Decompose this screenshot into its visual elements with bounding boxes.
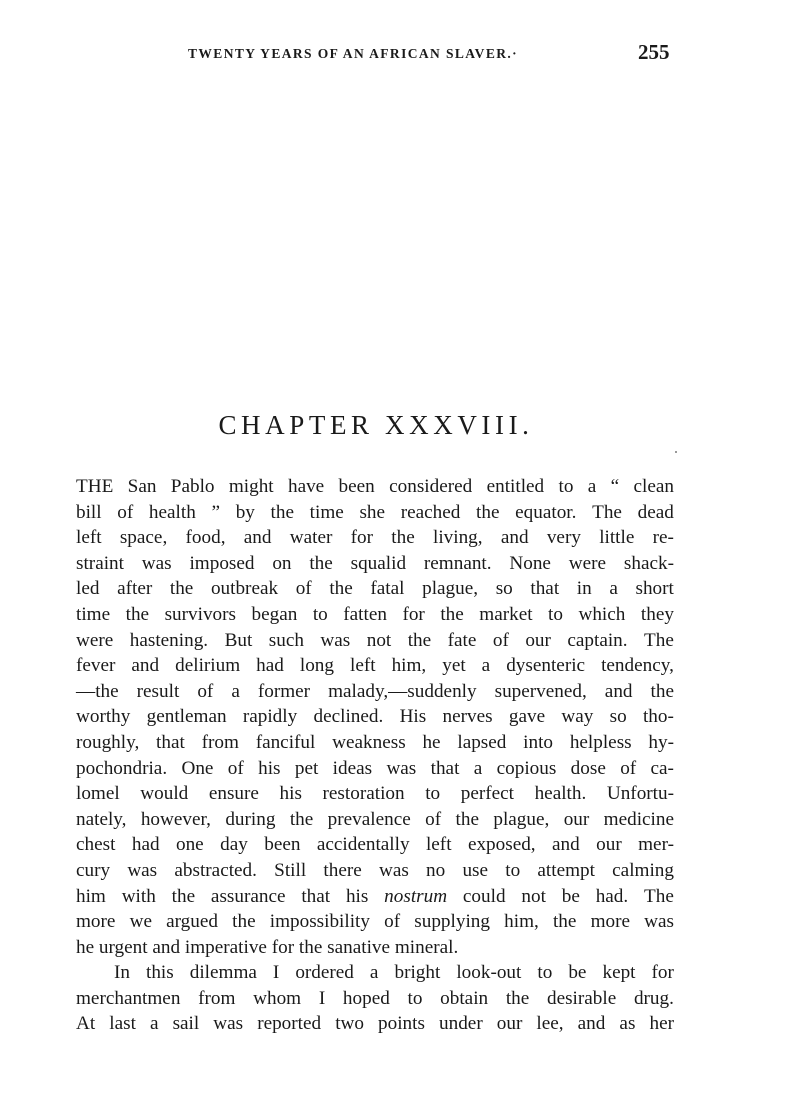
- word: space,: [119, 527, 168, 549]
- word: tendency,: [601, 655, 674, 677]
- word: mineral.: [394, 936, 459, 958]
- word: to: [425, 783, 441, 805]
- word: entitled: [486, 476, 545, 497]
- word: remnant.: [423, 552, 492, 574]
- word: the: [440, 603, 464, 625]
- word: on: [272, 552, 292, 574]
- word: In: [114, 962, 135, 984]
- word: day: [220, 834, 248, 856]
- word: the: [270, 501, 294, 523]
- word: of: [492, 629, 509, 651]
- word: of: [425, 808, 442, 830]
- word: a: [481, 655, 491, 677]
- word: fatal: [370, 578, 405, 600]
- word: a: [609, 578, 618, 600]
- word: there: [323, 859, 362, 881]
- body-line: [76, 602, 674, 628]
- word: bill: [76, 501, 102, 523]
- word: attempt: [537, 859, 595, 881]
- word: One: [181, 757, 214, 779]
- word: the: [169, 578, 194, 600]
- word: after: [117, 578, 153, 600]
- word: lapsed: [457, 731, 507, 753]
- word: reported: [257, 1013, 322, 1035]
- word: nately,: [76, 808, 127, 830]
- body-line: [76, 756, 674, 782]
- word: which: [578, 603, 626, 625]
- word: rapidly: [242, 706, 298, 728]
- word: calming: [612, 859, 674, 881]
- word: abstracted.: [174, 859, 257, 881]
- word: fate: [447, 629, 477, 651]
- word: the: [391, 527, 415, 549]
- word: the: [171, 885, 196, 907]
- word: mer-: [638, 834, 674, 856]
- word: was: [378, 859, 409, 881]
- word: for: [350, 527, 374, 549]
- word: time: [309, 501, 344, 523]
- chapter-heading: CHAPTER XXXVIII.: [218, 410, 534, 440]
- word: shack-: [623, 552, 674, 574]
- word: began: [251, 603, 298, 625]
- word: that: [301, 885, 331, 907]
- word: hoped: [342, 987, 390, 1009]
- word: a: [369, 962, 384, 984]
- word: gave: [508, 706, 546, 728]
- word: helpless: [569, 731, 632, 753]
- word: that: [156, 731, 185, 753]
- word: lomel: [76, 783, 120, 805]
- word: him,: [391, 655, 427, 677]
- word: however,: [140, 808, 211, 830]
- word: Still: [274, 859, 307, 881]
- word: the: [505, 987, 530, 1009]
- word: restoration: [322, 783, 405, 805]
- word: re-: [652, 527, 674, 549]
- word: hy-: [648, 731, 674, 753]
- word: so: [495, 578, 513, 600]
- word: the: [476, 501, 500, 523]
- body-line: [76, 653, 674, 679]
- word: argued: [166, 911, 218, 933]
- word: left: [76, 527, 102, 549]
- word: left: [425, 834, 452, 856]
- word: squalid: [350, 552, 407, 574]
- word: perfect: [460, 783, 514, 805]
- word: was: [141, 552, 172, 574]
- word: delirium: [175, 655, 241, 677]
- word: would: [140, 783, 189, 805]
- word: assurance: [210, 885, 286, 907]
- word: during: [225, 808, 276, 830]
- word: malady,—suddenly: [328, 680, 477, 702]
- word: straint: [76, 552, 124, 574]
- word: and: [500, 527, 529, 549]
- page-number: 255: [638, 40, 670, 64]
- word: for: [402, 603, 425, 625]
- word: not: [366, 629, 392, 651]
- word: the: [552, 911, 577, 933]
- word: water: [289, 527, 333, 549]
- word: two: [335, 1013, 364, 1035]
- word: medicine: [603, 808, 674, 830]
- word: former: [257, 680, 311, 702]
- word: The: [644, 885, 674, 907]
- word: yet: [442, 655, 466, 677]
- word: his: [258, 757, 281, 779]
- word: into: [523, 731, 554, 753]
- word: our: [563, 808, 590, 830]
- word: long: [299, 655, 334, 677]
- word: our: [496, 1013, 523, 1035]
- word: his: [279, 783, 302, 805]
- word: was: [213, 1013, 244, 1035]
- word: sail: [172, 1013, 200, 1035]
- word: short: [635, 578, 674, 600]
- word: plague,: [493, 808, 550, 830]
- word: might: [228, 476, 274, 497]
- word: food,: [185, 527, 226, 549]
- word: from: [201, 731, 239, 753]
- word: survivors: [164, 603, 236, 625]
- word: fatten: [343, 603, 387, 625]
- word: left: [349, 655, 376, 677]
- word: the: [329, 578, 353, 600]
- word: way: [561, 706, 594, 728]
- word: worthy: [76, 706, 131, 728]
- word: of: [384, 911, 401, 933]
- word: bright: [394, 962, 446, 984]
- word: with: [121, 885, 156, 907]
- word: and: [131, 655, 160, 677]
- word: drug.: [633, 987, 674, 1009]
- word: whom: [253, 987, 302, 1009]
- word: urgent: [98, 936, 153, 958]
- word: supplying: [414, 911, 490, 933]
- word: was: [127, 859, 158, 881]
- word: and: [152, 936, 185, 958]
- word: sanative: [327, 936, 395, 958]
- word: was: [320, 629, 351, 651]
- word: to: [548, 603, 563, 625]
- word: was: [644, 911, 674, 933]
- word: dysenteric: [506, 655, 586, 677]
- word: her: [649, 1013, 674, 1035]
- word: such: [268, 629, 304, 651]
- word: ca-: [650, 757, 674, 779]
- word: result: [136, 680, 180, 702]
- word: be: [561, 885, 580, 907]
- word: The: [592, 501, 622, 523]
- word: and: [604, 680, 633, 702]
- word: the: [232, 911, 256, 933]
- word: pet: [294, 757, 319, 779]
- word: him,: [504, 911, 539, 933]
- body-line: [76, 986, 674, 1012]
- word: a: [473, 757, 483, 779]
- word: so: [609, 706, 627, 728]
- word: outbreak: [210, 578, 279, 600]
- word: clean: [633, 476, 674, 497]
- word: look-out: [456, 962, 527, 984]
- body-line: [76, 628, 674, 654]
- word: I: [318, 987, 326, 1009]
- word: and: [577, 1013, 606, 1035]
- word: Unfortu-: [606, 783, 674, 805]
- word: At: [76, 1013, 96, 1035]
- word: had: [131, 834, 160, 856]
- word: we: [129, 911, 152, 933]
- word: the: [298, 936, 328, 958]
- word: the: [289, 808, 314, 830]
- word: a: [149, 1013, 159, 1035]
- word: he: [76, 936, 99, 958]
- word: ideas: [332, 757, 373, 779]
- word: market: [479, 603, 533, 625]
- word: ordered: [295, 962, 359, 984]
- word: ”: [211, 501, 221, 523]
- word: the: [455, 808, 479, 830]
- body-line: [76, 960, 674, 986]
- body-line: [76, 807, 674, 833]
- word: fanciful: [255, 731, 316, 753]
- word: nostrum: [384, 885, 448, 907]
- word: of: [620, 757, 637, 779]
- word: could: [462, 885, 506, 907]
- word: for: [651, 962, 674, 984]
- word: merchantmen: [76, 987, 181, 1009]
- word: gentleman: [146, 706, 227, 728]
- word: this: [146, 962, 179, 984]
- word: under: [439, 1013, 483, 1035]
- word: to: [558, 476, 574, 497]
- word: THE: [76, 476, 114, 497]
- word: imposed: [189, 552, 255, 574]
- word: captain.: [567, 629, 628, 651]
- word: exposed,: [467, 834, 536, 856]
- word: no: [426, 859, 446, 881]
- word: “: [610, 476, 620, 497]
- word: The: [644, 629, 674, 651]
- word: prevalence: [327, 808, 411, 830]
- word: considered: [389, 476, 473, 497]
- word: declined.: [313, 706, 384, 728]
- body-line: [76, 781, 674, 807]
- word: hastening.: [129, 629, 209, 651]
- word: plague,: [422, 578, 479, 600]
- word: impossibility: [269, 911, 370, 933]
- word: were: [568, 552, 607, 574]
- word: our: [525, 629, 551, 651]
- body-line: [76, 858, 674, 884]
- word: as: [619, 1013, 636, 1035]
- word: weakness: [332, 731, 406, 753]
- word: one: [175, 834, 204, 856]
- word: reached: [400, 501, 461, 523]
- word: desirable: [546, 987, 617, 1009]
- word: been: [338, 476, 375, 497]
- word: of: [117, 501, 134, 523]
- body-line: [76, 551, 674, 577]
- word: the: [407, 629, 432, 651]
- word: and: [243, 527, 272, 549]
- word: had.: [595, 885, 629, 907]
- word: more: [590, 911, 630, 933]
- word: fever: [76, 655, 116, 677]
- body-line: [76, 704, 674, 730]
- body-line: [76, 730, 674, 756]
- word: health: [148, 501, 196, 523]
- word: be: [568, 962, 592, 984]
- word: —the: [76, 680, 119, 702]
- word: was: [386, 757, 417, 779]
- word: nerves: [442, 706, 493, 728]
- body-line: [76, 525, 674, 551]
- body-line: [76, 884, 674, 910]
- word: His: [399, 706, 427, 728]
- body-line: [76, 474, 674, 500]
- word: led: [76, 578, 100, 600]
- word: chest: [76, 834, 116, 856]
- word: from: [198, 987, 236, 1009]
- word: copious: [496, 757, 557, 779]
- body-line: [76, 832, 674, 858]
- word: roughly,: [76, 731, 140, 753]
- word: But: [224, 629, 253, 651]
- word: supervened,: [494, 680, 587, 702]
- word: for: [271, 936, 299, 958]
- word: were: [76, 629, 114, 651]
- body-line: [76, 1011, 674, 1037]
- word: of: [197, 680, 214, 702]
- word: she: [359, 501, 386, 523]
- running-head-title: TWENTY YEARS OF AN AFRICAN SLAVER.·: [188, 46, 519, 61]
- word: that: [530, 578, 560, 600]
- print-speck: [675, 451, 677, 453]
- word: use: [462, 859, 489, 881]
- word: last: [109, 1013, 136, 1035]
- word: a: [231, 680, 240, 702]
- word: to: [407, 987, 423, 1009]
- body-line: [76, 576, 674, 602]
- body-line: [76, 500, 674, 526]
- chapter-body: [76, 474, 674, 1037]
- word: the: [650, 680, 674, 702]
- word: None: [509, 552, 551, 574]
- word: the: [309, 552, 333, 574]
- word: pochondria.: [76, 757, 168, 779]
- word: had: [256, 655, 284, 677]
- word: our: [596, 834, 622, 856]
- word: imperative: [184, 936, 272, 958]
- body-line: [76, 935, 674, 961]
- word: a: [587, 476, 597, 497]
- word: cury: [76, 859, 111, 881]
- word: time: [76, 603, 111, 625]
- word: of: [295, 578, 312, 600]
- word: the: [125, 603, 150, 625]
- body-line: [76, 909, 674, 935]
- word: to: [537, 962, 558, 984]
- word: points: [378, 1013, 425, 1035]
- word: obtain: [440, 987, 489, 1009]
- word: they: [640, 603, 674, 625]
- word: ensure: [208, 783, 259, 805]
- word: accidentally: [316, 834, 410, 856]
- word: dilemma: [189, 962, 262, 984]
- word: him: [76, 885, 106, 907]
- word: he: [422, 731, 441, 753]
- word: dead: [637, 501, 674, 523]
- word: Pablo: [170, 476, 215, 497]
- word: have: [287, 476, 325, 497]
- word: in: [576, 578, 592, 600]
- word: lee,: [536, 1013, 564, 1035]
- body-line: [76, 679, 674, 705]
- word: very: [546, 527, 581, 549]
- word: that: [430, 757, 460, 779]
- word: his: [345, 885, 369, 907]
- word: living,: [433, 527, 483, 549]
- word: equator.: [515, 501, 577, 523]
- word: health.: [534, 783, 587, 805]
- word: little: [599, 527, 635, 549]
- word: tho-: [642, 706, 674, 728]
- word: by: [235, 501, 255, 523]
- word: not: [521, 885, 546, 907]
- word: of: [227, 757, 244, 779]
- word: to: [312, 603, 328, 625]
- word: to: [505, 859, 521, 881]
- word: been: [264, 834, 301, 856]
- word: and: [552, 834, 580, 856]
- word: kept: [602, 962, 641, 984]
- word: San: [127, 476, 157, 497]
- word: I: [272, 962, 285, 984]
- word: dose: [570, 757, 606, 779]
- word: more: [76, 911, 116, 933]
